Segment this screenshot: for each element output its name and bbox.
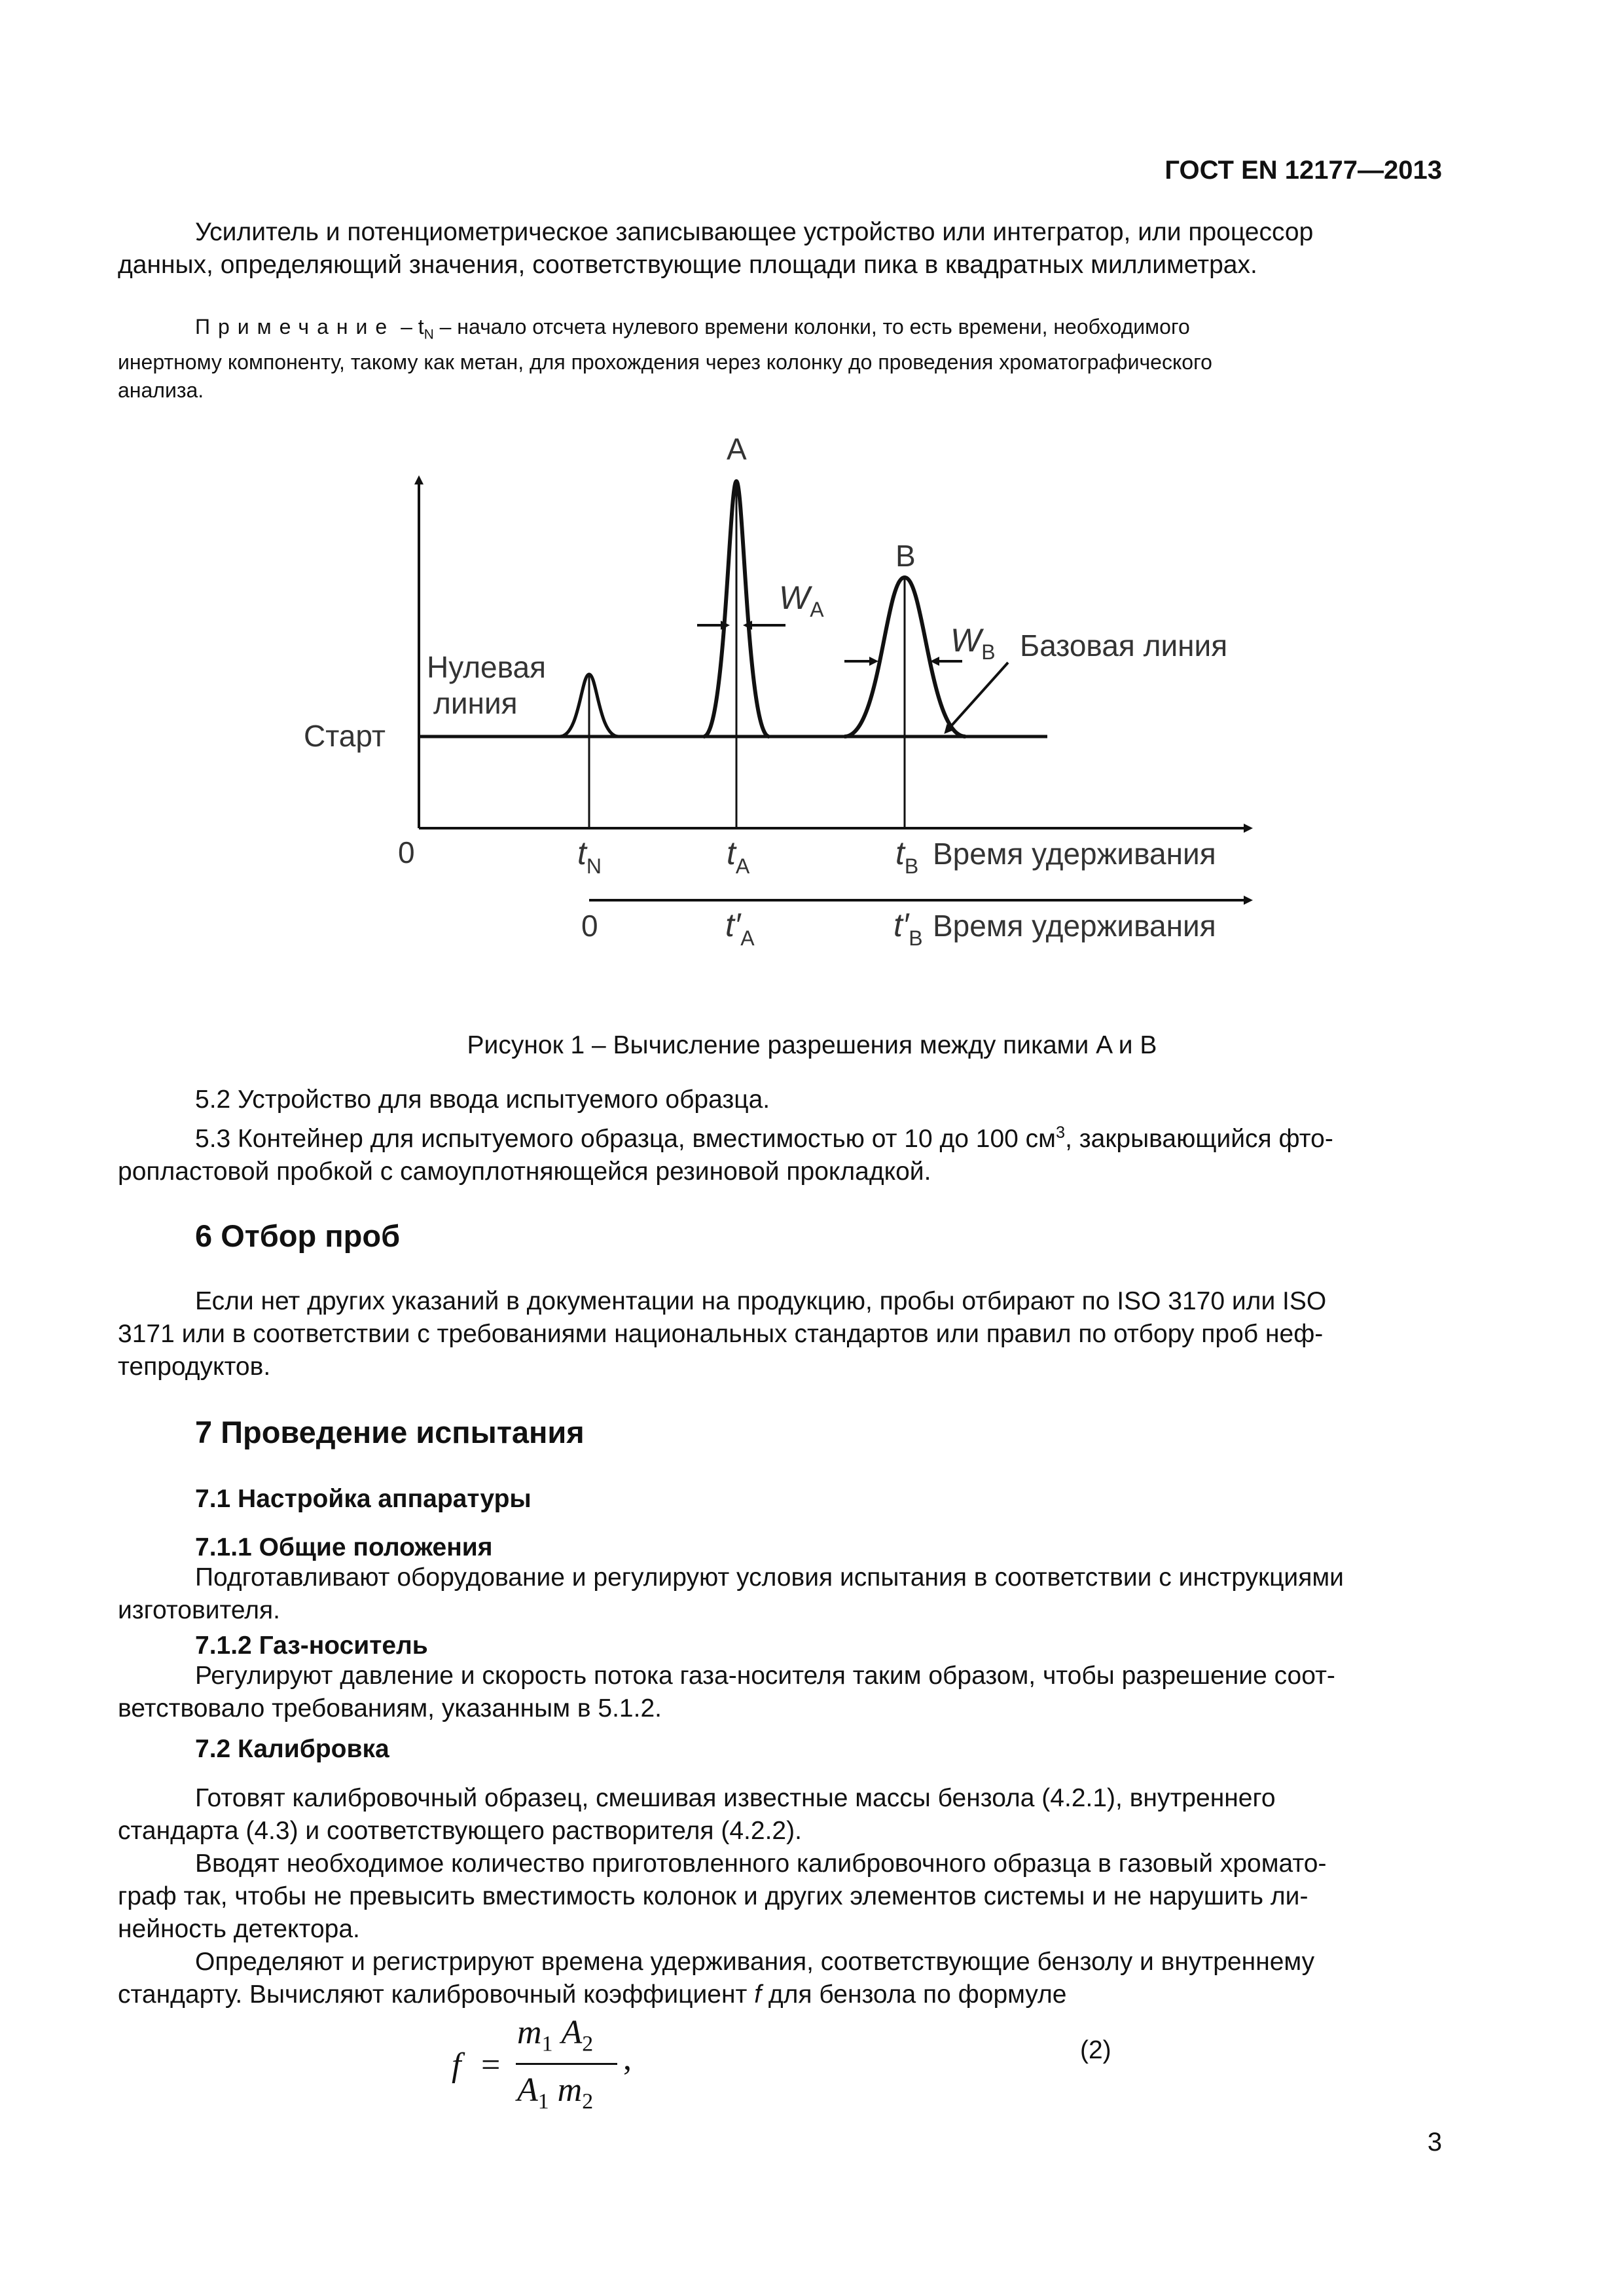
formula-equals: = <box>481 2047 501 2084</box>
item-5-3 <box>118 1116 1447 1188</box>
axis2-ta-label: $t'_A$ <box>725 907 755 950</box>
note-label: Примечание <box>195 315 395 338</box>
section-7-2-p3-line-2a: стандарту. Вычисляют калибровочный коэффициент <box>118 1980 755 2009</box>
figure-caption: Рисунок 1 – Вычисление разрешения между пиками A и B <box>467 1031 1157 1059</box>
note-line-1: – начало отсчета нулевого времени колонки, то есть времени, необходимого <box>433 315 1190 338</box>
section-7-1-1-paragraph <box>118 1561 1447 1627</box>
section-7-2-title: 7.2 Калибровка <box>195 1735 389 1763</box>
section-7-1-2-title: 7.1.2 Газ-носитель <box>195 1631 428 1660</box>
axis2-title: Время удерживания <box>933 909 1216 943</box>
section-7-2-paragraph-3 <box>118 1946 1447 2011</box>
section-7-2-p1-line-1: Готовят калибровочный образец, смешивая известные массы бензола (4.2.1), внутреннего <box>195 1784 1276 1812</box>
zero-line-label-2: линия <box>433 686 518 720</box>
axis2-tb-label: $t'_B$ <box>893 907 923 950</box>
section-7-1-1-line-1: Подготавливают оборудование и регулируют условия испытания в соответствии с инструкциями <box>195 1563 1344 1592</box>
note-paragraph <box>118 313 1447 405</box>
peak-b-label: B <box>895 539 916 573</box>
section-7-1-1-line-2: изготовителя. <box>118 1596 281 1624</box>
baseline-label: Базовая линия <box>1020 629 1228 663</box>
section-7-2-paragraph-2 <box>118 1848 1447 1946</box>
section-7-2-p3-f: f <box>754 1980 762 2009</box>
note-sub: N <box>424 327 434 342</box>
note-line-3: анализа. <box>118 378 204 403</box>
section-7-2-p3-line-1: Определяют и регистрируют времена удерживания, соответствующие бензолу и внутреннему <box>195 1948 1315 1976</box>
zero-line-label-1: Нулевая <box>427 650 547 684</box>
item-5-3-line-1b: , закрывающийся фто- <box>1065 1125 1333 1153</box>
peak-a-label: A <box>727 432 747 466</box>
section-7-1-2-line-1: Регулируют давление и скорость потока газа-носителя таким образом, чтобы разрешение соот- <box>195 1662 1335 1690</box>
axis1-zero-label: 0 <box>398 835 415 869</box>
item-5-3-sup: 3 <box>1056 1123 1066 1142</box>
baseline-pointer-arrow <box>946 663 1008 732</box>
item-5-3-line-1a: 5.3 Контейнер для испытуемого образца, вместимостью от 10 до 100 см <box>195 1125 1056 1153</box>
chromatogram-figure <box>288 419 1270 982</box>
section-7-1-1-title: 7.1.1 Общие положения <box>195 1533 493 1561</box>
section-7-title: 7 Проведение испытания <box>195 1415 585 1449</box>
section-6-paragraph <box>118 1285 1447 1383</box>
section-7-2-paragraph-1 <box>118 1782 1447 1848</box>
section-7-2-p2-line-3: нейность детектора. <box>118 1915 360 1943</box>
formula-lhs: f <box>452 2047 461 2084</box>
axis1-tb-label: $t_B$ <box>895 835 919 878</box>
wa-label: $W_A$ <box>779 579 824 621</box>
intro-line-1: Усилитель и потенциометрическое записывающее устройство или интегратор, или процессор <box>195 218 1314 246</box>
intro-paragraph <box>118 216 1447 282</box>
section-7-1-2-line-2: ветствовало требованиям, указанным в 5.1.2. <box>118 1694 662 1722</box>
item-5-3-line-2: ропластовой пробкой с самоуплотняющейся резиновой прокладкой. <box>118 1157 931 1186</box>
section-7-2-p2-line-2: граф так, чтобы не превысить вместимость колонок и других элементов системы и не нарушить ли- <box>118 1882 1308 1910</box>
section-7-2-p1-line-2: стандарта (4.3) и соответствующего растворителя (4.2.2). <box>118 1817 802 1845</box>
section-7-1-2-paragraph <box>118 1660 1447 1725</box>
section-7-2-p3-line-2b: для бензола по формуле <box>761 1980 1067 2009</box>
wb-label: $W_B$ <box>950 622 996 664</box>
section-6-title: 6 Отбор проб <box>195 1218 401 1253</box>
axis1-tn-label: $t_N$ <box>577 835 602 878</box>
intro-line-2: данных, определяющий значения, соответствующие площади пика в квадратных миллиметрах. <box>118 251 1257 279</box>
formula-number: (2) <box>1080 2036 1111 2064</box>
section-6-line-2: 3171 или в соответствии с требованиями национальных стандартов или правил по отбору проб неф- <box>118 1320 1324 1348</box>
axis2-zero-label: 0 <box>581 909 598 943</box>
note-line-2: инертному компоненту, такому как метан, для прохождения через колонку до проведения хроматографического <box>118 350 1212 374</box>
section-6-line-1: Если нет других указаний в документации на продукцию, пробы отбирают по ISO 3170 или ISO <box>195 1287 1327 1315</box>
note-dash: – t <box>395 315 424 338</box>
axis1-ta-label: $t_A$ <box>727 835 750 878</box>
formula-numerator: $m_1$ $A_2$ <box>517 2014 594 2056</box>
start-label: Старт <box>304 719 386 753</box>
section-7-1-title: 7.1 Настройка аппаратуры <box>195 1485 532 1513</box>
formula-denominator: $A_1$ $m_2$ <box>517 2071 594 2114</box>
page-number: 3 <box>1427 2128 1442 2157</box>
item-5-2-text: 5.2 Устройство для ввода испытуемого образца. <box>195 1085 770 1114</box>
axis1-title: Время удерживания <box>933 837 1216 871</box>
document-header: ГОСТ EN 12177—2013 <box>1164 156 1442 185</box>
formula-comma: , <box>623 2040 632 2077</box>
section-7-2-p2-line-1: Вводят необходимое количество приготовленного калибровочного образца в газовый хромато- <box>195 1850 1327 1878</box>
formula-fraction-bar <box>516 2063 617 2065</box>
item-5-2 <box>118 1084 1447 1116</box>
section-6-line-3: тепродуктов. <box>118 1353 271 1381</box>
